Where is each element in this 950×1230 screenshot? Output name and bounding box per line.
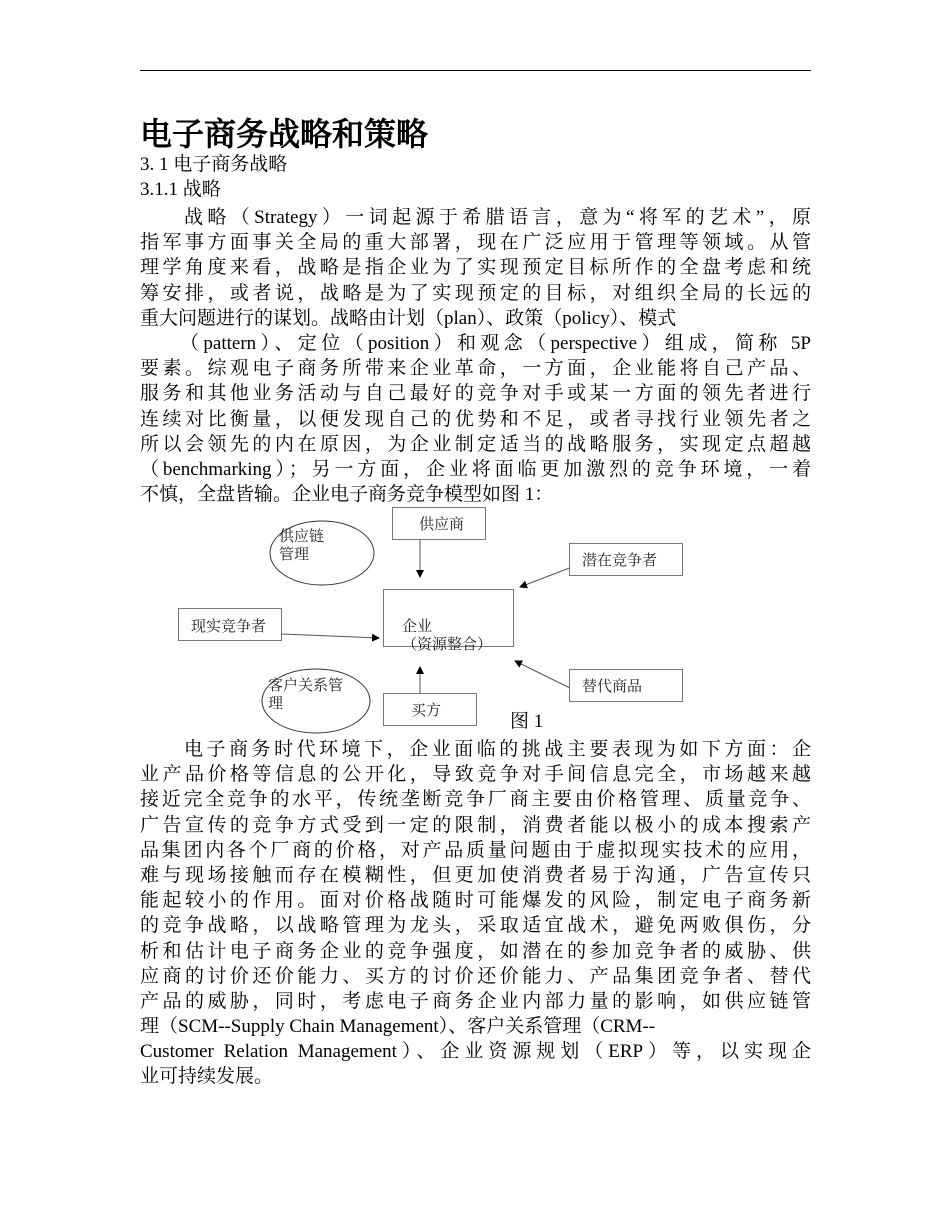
text-line: 不慎，全盘皆输。企业电子商务竞争模型如图 1：: [140, 484, 554, 506]
text-line: 理（SCM--Supply Chain Management）、客户关系管理（CRM--: [140, 1016, 656, 1038]
text-line: 筹安排，或者说，战略是为了实现预定的目标，对组织全局的长远的: [140, 282, 811, 304]
text-line: 广告宣传的竞争方式受到一定的限制，消费者能以极小的成本搜索产: [140, 814, 811, 836]
arrow-substitute: [515, 661, 572, 689]
text-line: 品集团内各个厂商的价格，对产品质量问题由于虚拟现实技术的应用，: [140, 839, 811, 861]
enterprise-box: [383, 589, 514, 653]
competition-model-figure: [175, 505, 685, 735]
subsection-heading: 3.1.1 战略: [140, 179, 221, 200]
text-line: 业产品价格等信息的公开化，导致竞争对手间信息完全，市场越来越: [140, 764, 811, 786]
text-line: 产品的威胁，同时，考虑电子商务企业内部力量的影响，如供应链管: [140, 990, 811, 1012]
buyer-box: [383, 693, 477, 726]
crm-label: 客户关系管 理: [268, 676, 344, 712]
text-line: （benchmarking）；另一方面，企业将面临更加激烈的竞争环境，一着: [140, 458, 811, 480]
potential-competitor-box: [569, 543, 683, 576]
text-line: 接近完全竞争的水平，传统垄断竞争厂商主要由价格管理、质量竞争、: [140, 789, 811, 811]
paragraph-strategy: [140, 205, 811, 507]
text-line: Customer Relation Management）、企业资源规划（ERP）等，以实现企: [140, 1041, 811, 1063]
text-line: 应商的讨价还价能力、买方的讨价还价能力、产品集团竞争者、替代: [140, 965, 811, 987]
text-line: （pattern）、定位（position）和观念（perspective）组成，简称 5P: [180, 332, 811, 354]
text-line: 能起较小的作用。面对价格战随时可能爆发的风险，制定电子商务新: [140, 890, 811, 912]
substitute-box: [569, 669, 683, 702]
paragraph-challenges: [140, 737, 811, 1090]
text-line: 业可持续发展。: [140, 1066, 274, 1088]
document-title: 电子商务战略和策略: [140, 115, 429, 153]
text-line: 的竞争战略，以战略管理为龙头，采取适宜战术，避免两败俱伤，分: [140, 915, 811, 937]
supplier-label: 供应商: [419, 515, 465, 533]
text-line: 要素。综观电子商务所带来企业革命，一方面，企业能将自己产品、: [140, 358, 811, 380]
text-line: 服务和其他业务活动与自己最好的竞争对手或某一方面的领先者进行: [140, 383, 811, 405]
substitute-label: 替代商品: [582, 677, 643, 695]
potential-competitor-label: 潜在竞争者: [582, 551, 658, 569]
arrow-current: [282, 634, 379, 638]
header-rule: [140, 70, 811, 71]
current-competitor-label: 现实竞争者: [191, 617, 267, 635]
text-line: 所以会领先的内在原因，为企业制定适当的战略服务，实现定点超越: [140, 433, 811, 455]
arrow-potential: [520, 567, 572, 587]
text-line: 战略（Strategy）一词起源于希腊语言，意为“将军的艺术”，原: [184, 207, 811, 228]
text-line: 理学角度来看，战略是指企业为了实现预定目标所作的全盘考虑和统: [140, 257, 811, 279]
buyer-label: 买方: [411, 701, 442, 719]
text-line: 电子商务时代环境下，企业面临的挑战主要表现为如下方面：企: [184, 739, 811, 760]
section-heading: 3. 1 电子商务战略: [140, 154, 288, 175]
scm-label: 供应链 管理: [279, 527, 325, 563]
text-line: 重大问题进行的谋划。战略由计划（plan）、政策（policy）、模式: [140, 307, 677, 329]
text-line: 析和估计电子商务企业的竞争强度，如潜在的参加竞争者的威胁、供: [140, 940, 811, 962]
text-line: 难与现场接触而存在模糊性，但更加使消费者易于沟通，广告宣传只: [140, 864, 811, 886]
current-competitor-box: [178, 608, 282, 641]
text-line: 指军事方面事关全局的重大部署，现在广泛应用于管理等领域。从管: [140, 232, 811, 254]
enterprise-label: 企业 （资源整合）: [402, 617, 493, 653]
supplier-box: [392, 507, 486, 540]
figure-caption: 图 1: [510, 711, 544, 732]
text-line: 连续对比衡量，以便发现自己的优势和不足，或者寻找行业领先者之: [140, 408, 811, 430]
